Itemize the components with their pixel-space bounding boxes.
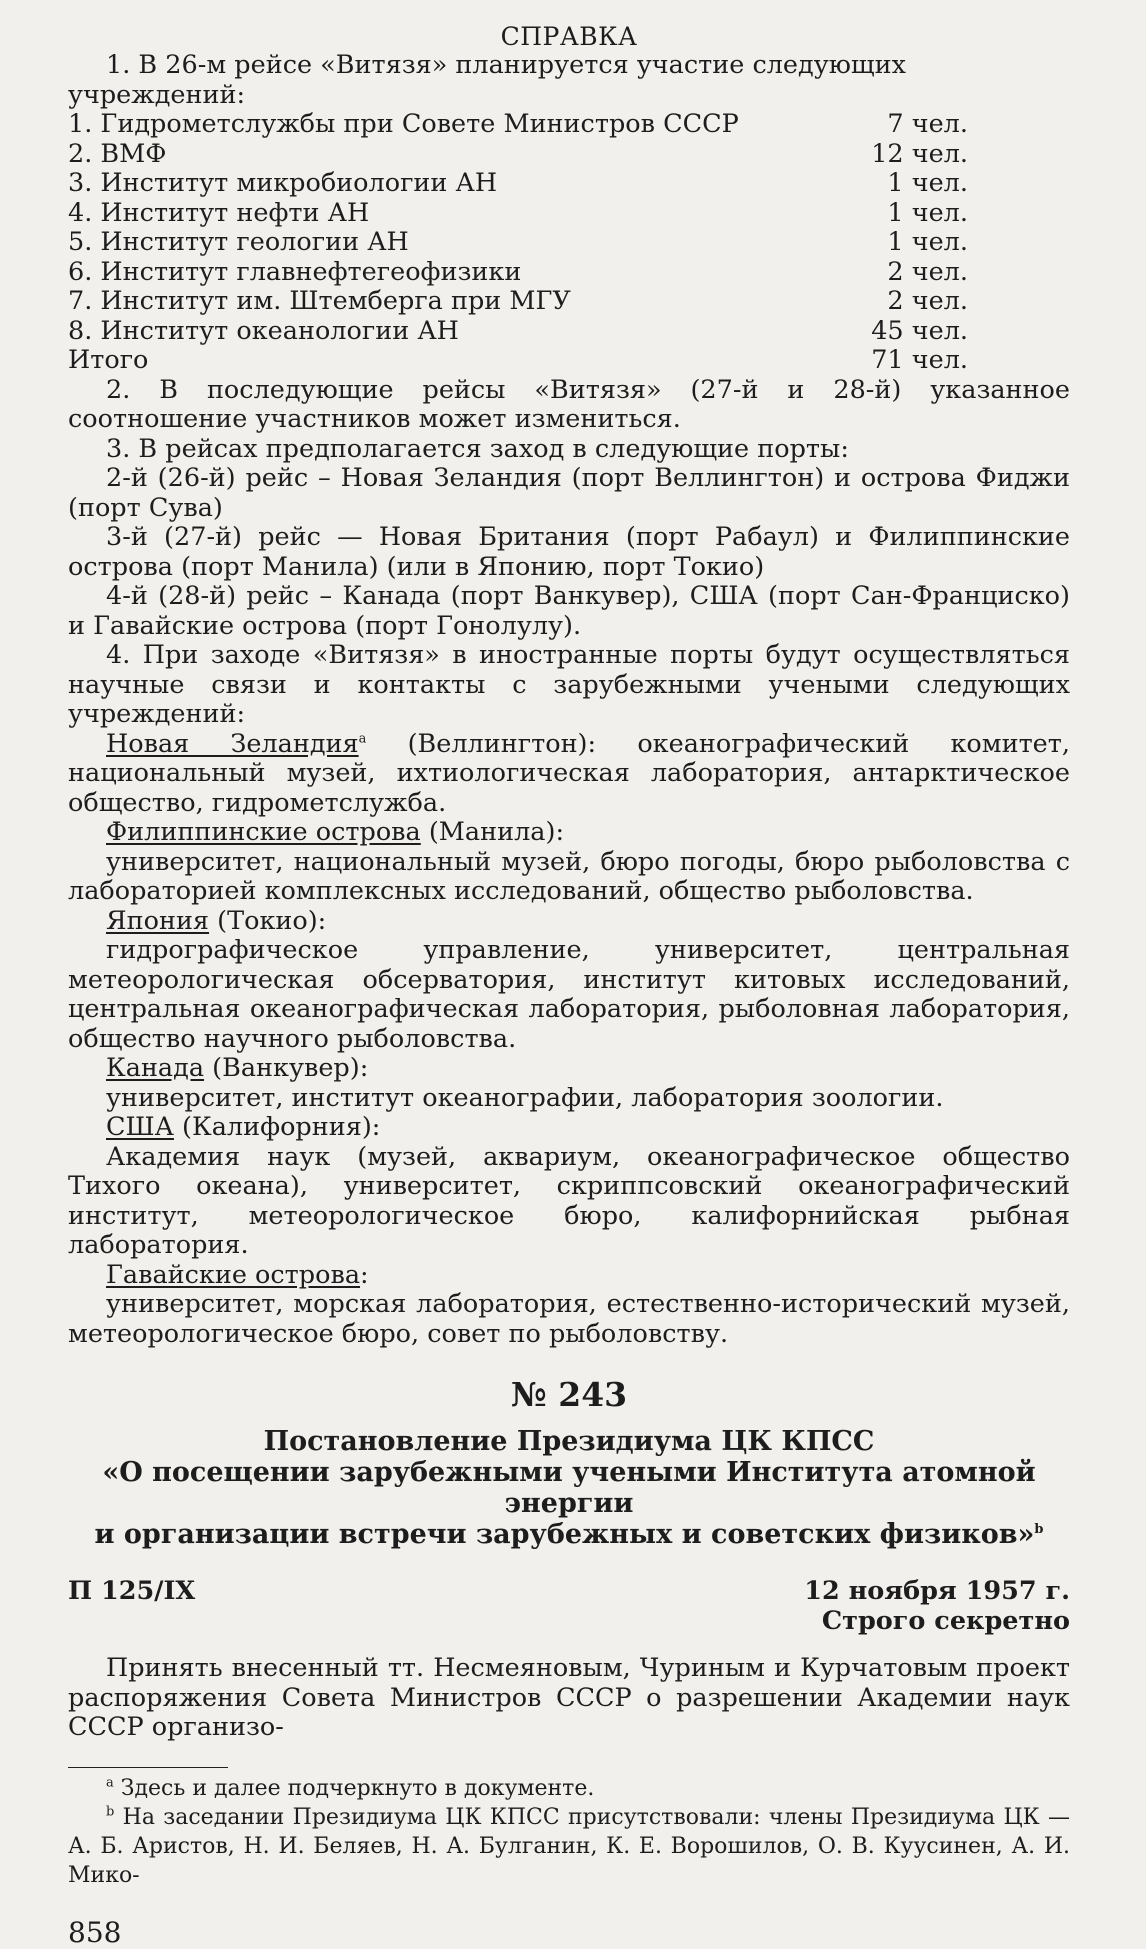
section-1-intro: 1. В 26-м рейсе «Витязя» планируется участие следующих учреждений: xyxy=(68,50,907,110)
footnote-mark: b xyxy=(1034,1522,1044,1537)
country-heading xyxy=(68,907,1070,937)
country-heading xyxy=(68,1261,1070,1291)
participant-count: 2 чел. xyxy=(887,286,968,316)
country-city: (Калифорния): xyxy=(173,1112,381,1142)
participant-name: 7. Институт им. Штемберга при МГУ xyxy=(68,286,571,316)
participant-count: 45 чел. xyxy=(871,315,968,346)
port-call-item: 3-й (27-й) рейс — Новая Британия (порт Рабаул) и Филиппинские острова (порт Манила) (или в Японию, порт Токио) xyxy=(68,522,1070,582)
country-name: США xyxy=(106,1112,174,1142)
participant-count: 7 чел. xyxy=(887,109,968,139)
section-4-intro: 4. При заходе «Витязя» в иностранные порты будут осуществляться научные связи и контакты с зарубежными учеными следующих учреждений: xyxy=(68,640,1070,729)
participant-name: 5. Институт геологии АН xyxy=(68,227,409,257)
country-heading xyxy=(68,1054,1070,1084)
decree-title-line: «О посещении зарубежными учеными Института атомной энергии xyxy=(102,1457,1036,1519)
participant-row xyxy=(68,258,1070,288)
country-institutions: университет, морская лаборатория, естественно-исторический музей, метеорологическое бюро, совет по рыболовству. xyxy=(68,1289,1070,1349)
country-institutions: Академия наук (музей, аквариум, океанографическое общество Тихого океана), университет, скриппсовский океанографический институт, метеорологическое бюро, калифорнийская рыбная лаборатория. xyxy=(68,1141,1070,1260)
participant-count: 1 чел. xyxy=(887,197,968,228)
country-institutions: университет, институт океанографии, лаборатория зоологии. xyxy=(106,1082,944,1113)
country-city: (Веллингтон): xyxy=(366,728,638,759)
participant-row xyxy=(68,287,1070,317)
participant-name: 4. Институт нефти АН xyxy=(68,197,370,228)
decree-body: Принять внесенный тт. Несмеяновым, Чуриным и Курчатовым проект распоряжения Совета Министров СССР о разрешении Академии наук СССР организо- xyxy=(68,1653,1070,1742)
protocol-ref: П 125/IX xyxy=(68,1576,196,1606)
total-count: 71 чел. xyxy=(871,345,968,375)
participant-count: 1 чел. xyxy=(887,227,968,257)
country-institutions: университет, национальный музей, бюро погоды, бюро рыболовства с лабораторией комплексных исследований, общество рыболовства. xyxy=(68,846,1070,906)
participant-count: 2 чел. xyxy=(887,256,968,287)
country-name: Филиппинские острова xyxy=(106,817,421,847)
country-name: Новая Зеландия xyxy=(106,728,359,759)
country-city: (Токио): xyxy=(209,905,327,936)
document-date: 12 ноября 1957 г. xyxy=(804,1576,1070,1606)
footnote: $^b$ На заседании Президиума ЦК КПСС присутствовали: члены Президиума ЦК — А. Б. Аристов, Н. И. Беляев, Н. А. Булганин, К. Е. Ворошилов, О. В. Куусинен, А. И. Мико- xyxy=(68,1804,1070,1888)
document-number: № 243 xyxy=(510,1375,628,1414)
classification-stamp: Строго секретно xyxy=(821,1606,1070,1636)
document-meta xyxy=(68,1576,1070,1636)
participant-name: 6. Институт главнефтегеофизики xyxy=(68,256,522,287)
country-city: : xyxy=(360,1259,369,1290)
country-institutions: океанографический комитет, национальный музей, ихтиологическая лаборатория, антарктическое общество, гидрометслужба. xyxy=(68,728,1070,818)
participant-count: 1 чел. xyxy=(887,168,968,198)
page-number: 858 xyxy=(68,1915,122,1949)
footnote-divider xyxy=(68,1767,228,1768)
participant-total-row xyxy=(68,346,1070,376)
decree-title xyxy=(68,1426,1070,1550)
decree-title-line: и организации встречи зарубежных и советских физиков»$^b$ xyxy=(94,1519,1044,1550)
country-name: Гавайские острова xyxy=(106,1259,361,1290)
country-heading xyxy=(68,1113,1070,1143)
participant-name: 2. ВМФ xyxy=(68,138,167,169)
participant-name: 3. Институт микробиологии АН xyxy=(68,168,498,198)
country-city: (Манила): xyxy=(420,817,565,847)
participant-row xyxy=(68,110,1070,140)
footnote-mark: а xyxy=(106,1775,114,1791)
participant-row xyxy=(68,169,1070,199)
port-call-item: 2-й (26-й) рейс – Новая Зеландия (порт Веллингтон) и острова Фиджи (порт Сува) xyxy=(68,463,1070,523)
port-call-item: 4-й (28-й) рейс – Канада (порт Ванкувер), США (порт Сан-Франциско) и Гавайские острова (порт Гонолулу). xyxy=(68,581,1070,641)
footnote: $^а$ Здесь и далее подчеркнуто в документе. xyxy=(106,1775,595,1801)
section-3-intro: 3. В рейсах предполагается заход в следующие порты: xyxy=(106,433,849,464)
decree-title-line: Постановление Президиума ЦК КПСС xyxy=(263,1426,875,1457)
participant-row xyxy=(68,228,1070,258)
participant-name: 1. Гидрометслужбы при Совете Министров СССР xyxy=(68,109,739,139)
total-label: Итого xyxy=(68,345,149,375)
country-institutions: гидрографическое управление, университет, центральная метеорологическая обсерватория, институт китовых исследований, центральная океанографическая лаборатория, рыболовная лаборатория, общество научного рыболовства. xyxy=(68,935,1070,1054)
footnote-mark: b xyxy=(106,1804,115,1820)
participants-list xyxy=(68,110,1070,376)
participant-row xyxy=(68,140,1070,170)
country-name: Канада xyxy=(106,1053,205,1083)
country-name: Япония xyxy=(106,905,210,936)
participant-name: 8. Институт океанологии АН xyxy=(68,315,459,346)
reference-title: СПРАВКА xyxy=(500,22,638,51)
country-heading xyxy=(68,818,1070,848)
participant-count: 12 чел. xyxy=(871,138,968,169)
participant-row xyxy=(68,317,1070,347)
country-city: (Ванкувер): xyxy=(204,1053,369,1083)
participant-row xyxy=(68,199,1070,229)
section-2: 2. В последующие рейсы «Витязя» (27-й и 28-й) указанное соотношение участников может измениться. xyxy=(68,374,1070,434)
country-contacts-nz xyxy=(68,730,1070,819)
footnote-mark: а xyxy=(358,731,367,746)
